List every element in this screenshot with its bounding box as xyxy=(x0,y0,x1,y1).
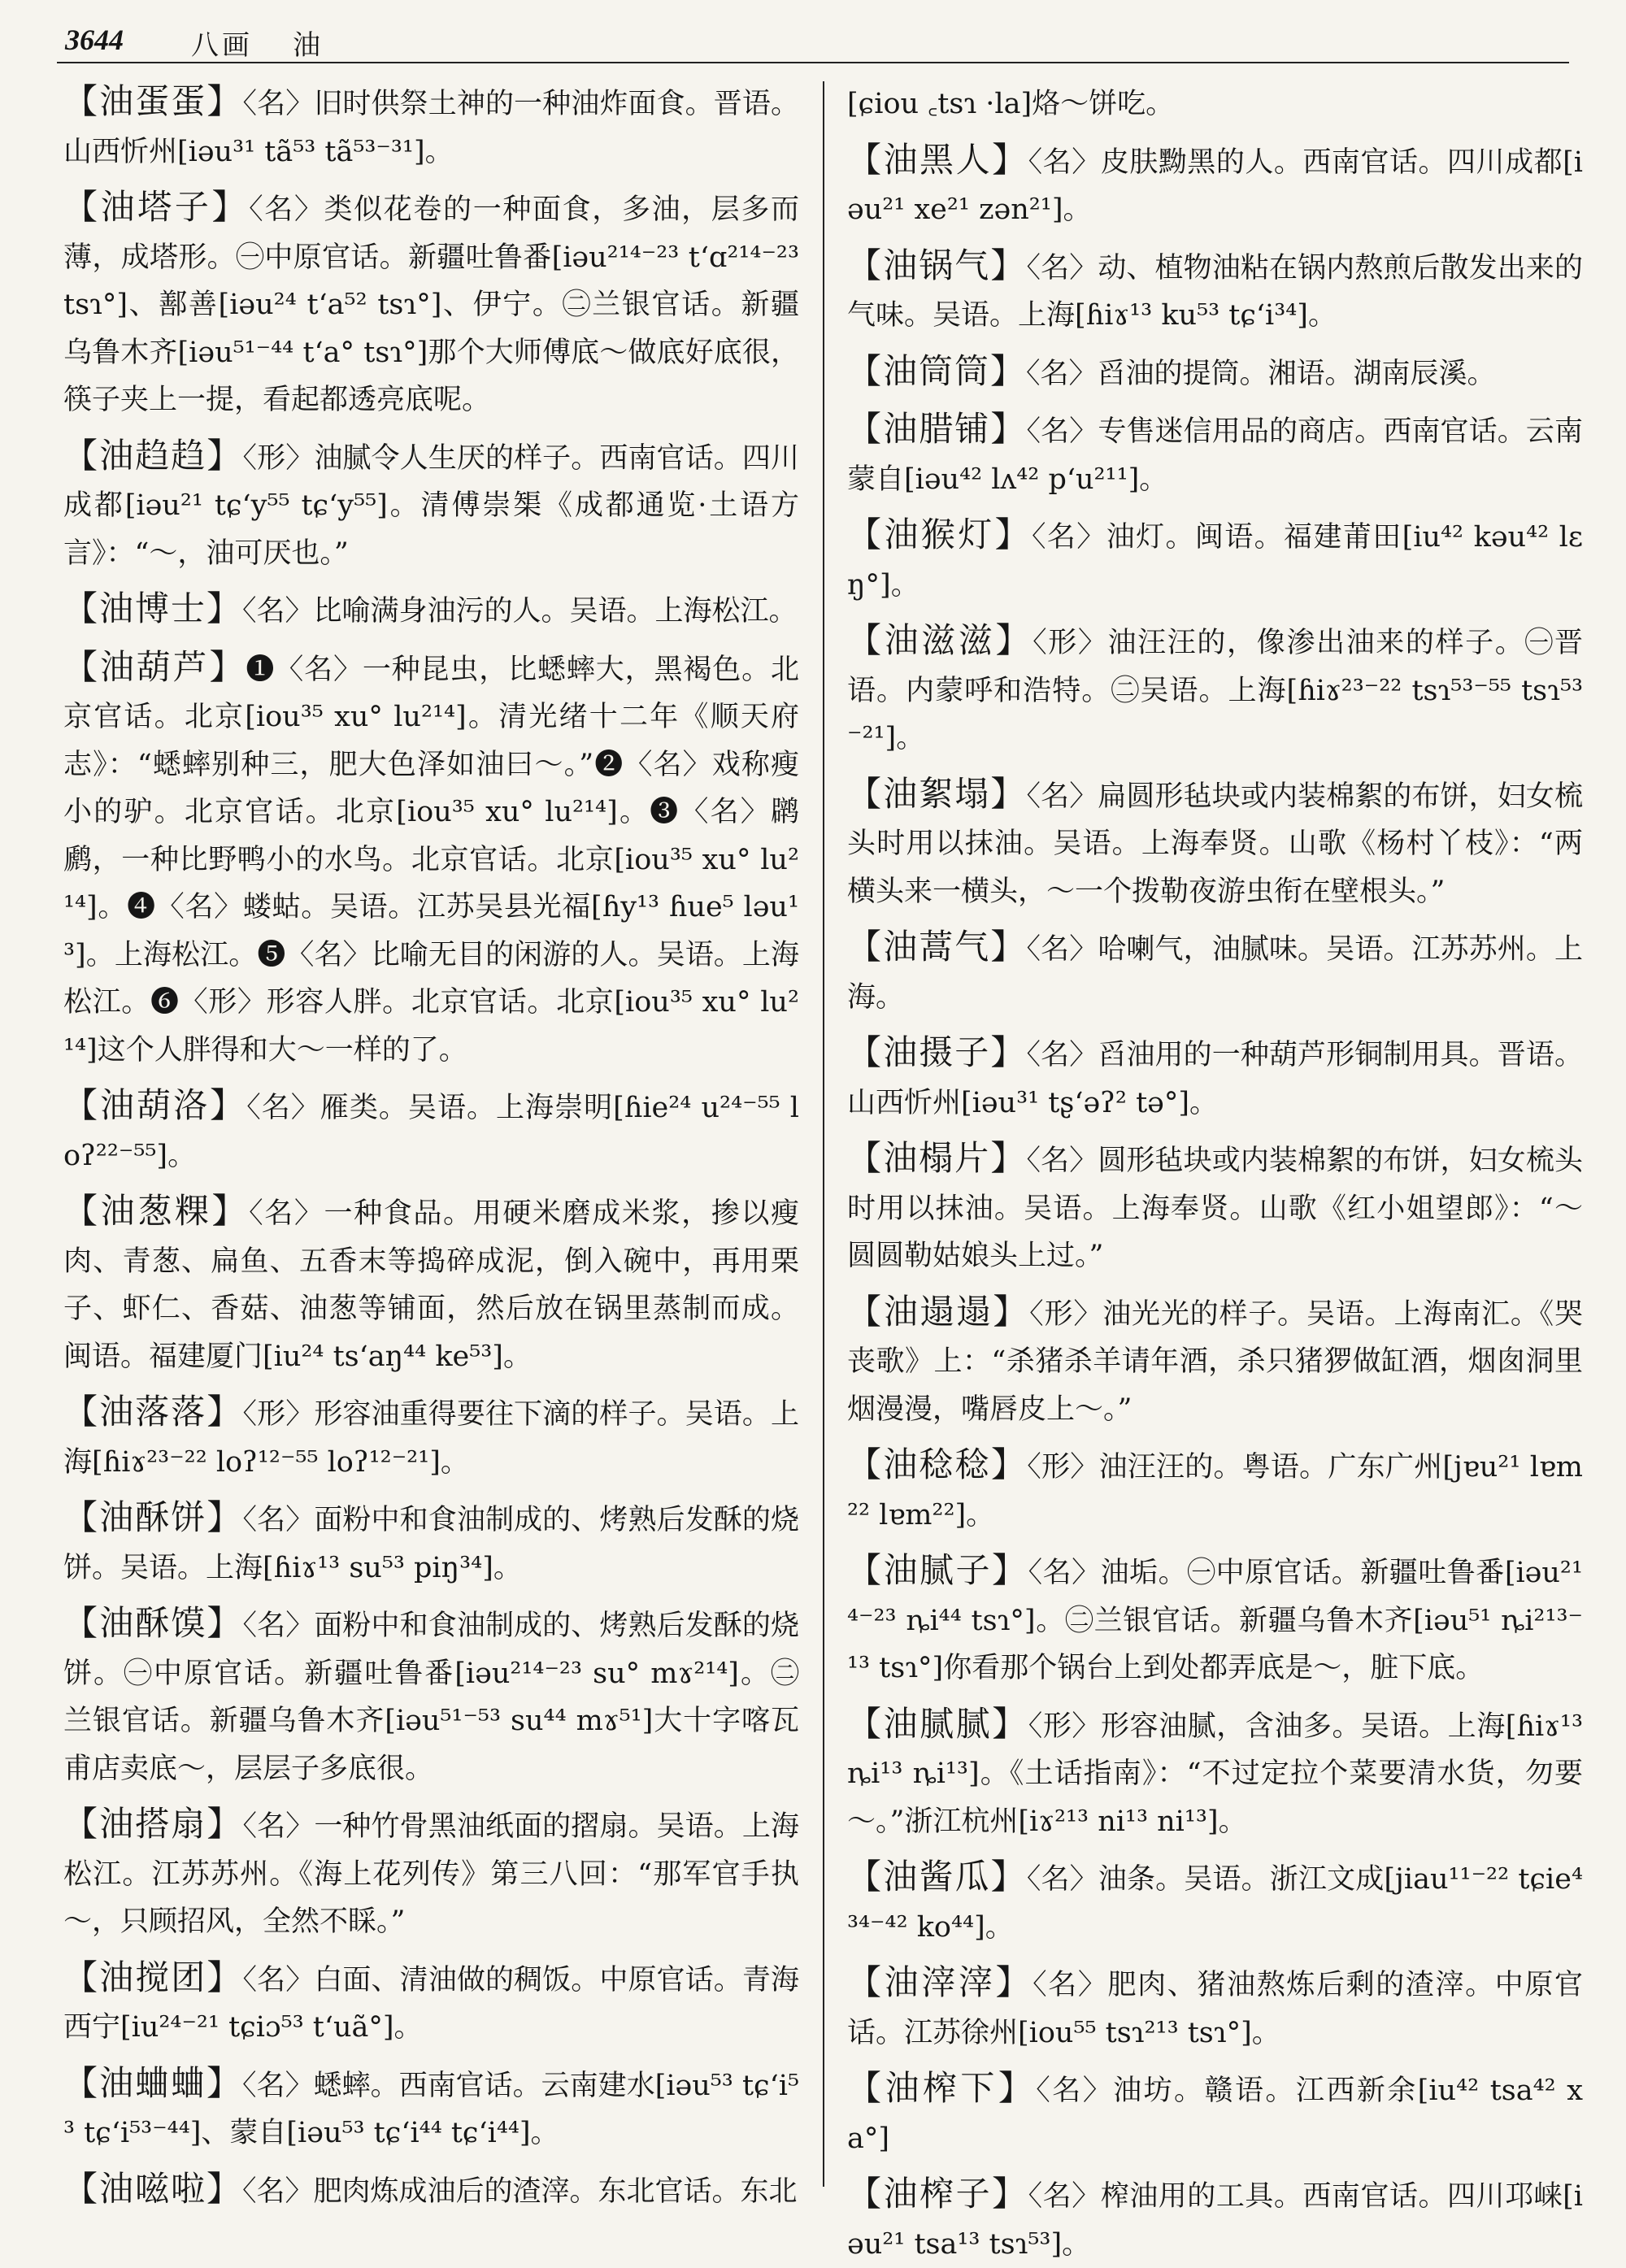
headword: 【油猴灯】 xyxy=(847,515,1032,554)
dictionary-entry xyxy=(63,78,799,176)
definition: [ɕiou ꜀tsɿ ·la]烙～饼吃。 xyxy=(847,88,1175,120)
headword: 【油搭扇】 xyxy=(63,1804,243,1844)
dictionary-entry xyxy=(847,1135,1583,1280)
headword: 【油榨下】 xyxy=(847,2068,1037,2108)
headword: 【油榻片】 xyxy=(847,1138,1027,1178)
dictionary-entry xyxy=(847,1959,1583,2057)
headword: 【油絮塌】 xyxy=(847,773,1027,814)
definition: 〈名〉雁类。吴语。上海崇明[ɦie²⁴ u²⁴⁻⁵⁵ loʔ²²⁻⁵⁵]。 xyxy=(63,1092,799,1172)
definition: 〈名〉油条。吴语。浙江文成[jiau¹¹⁻²² tɕie⁴³⁴⁻⁴² ko⁴⁴]。 xyxy=(847,1863,1583,1944)
headword: 【油葱粿】 xyxy=(63,1191,250,1231)
headword: 【油蒿气】 xyxy=(847,927,1027,967)
headword: 【油酥饼】 xyxy=(63,1497,243,1537)
dictionary-entry xyxy=(847,1029,1583,1127)
headword: 【油遢遢】 xyxy=(847,1291,1030,1332)
definition: 〈名〉一种食品。用硬米磨成米浆，掺以瘦肉、青葱、扁鱼、五香末等捣碎成泥，倒入碗中，再用栗子、虾仁、香菇、油葱等铺面，然后放在锅里蒸制而成。闽语。福建厦门[iu²⁴ tsʻaŋ⁴⁴ ke⁵³]。 xyxy=(63,1197,799,1373)
dictionary-entry xyxy=(847,137,1583,234)
headword: 【油腊铺】 xyxy=(847,409,1027,449)
dictionary-entry xyxy=(63,1600,799,1792)
definition: 〈名〉一种竹骨黑油纸面的摺扇。吴语。上海松江。江苏苏州。《海上花列传》第三八回：“那军官手执～，只顾招风，全然不睬。” xyxy=(63,1810,799,1938)
dictionary-entry xyxy=(63,432,799,578)
page-number: 3644 xyxy=(65,24,124,56)
left-column xyxy=(63,78,799,2209)
headword: 【油筒筒】 xyxy=(847,350,1027,391)
headword: 【油蛐蛐】 xyxy=(63,2062,243,2103)
definition: 〈名〉油灯。闽语。福建莆田[iu⁴² kəu⁴² lɛŋ°]。 xyxy=(847,521,1583,602)
definition: 〈名〉比喻满身油污的人。吴语。上海松江。 xyxy=(242,595,798,628)
dictionary-entry xyxy=(847,406,1583,503)
dictionary-entry xyxy=(847,923,1583,1021)
dictionary-entry xyxy=(63,1082,799,1180)
headword: 【油酥馍】 xyxy=(63,1603,243,1643)
dictionary-entry xyxy=(63,1388,799,1486)
dictionary-entry xyxy=(847,348,1583,398)
dictionary-entry xyxy=(63,585,799,636)
dictionary-entry xyxy=(847,771,1583,916)
definition: 〈名〉白面、清油做的稠饭。中原官话。青海西宁[iu²⁴⁻²¹ tɕiɔ⁵³ tʻuã°]。 xyxy=(63,1963,799,2044)
definition: 〈形〉油腻令人生厌的样子。西南官话。四川成都[iəu²¹ tɕʻy⁵⁵ tɕʻy⁵⁵]。清傅崇榘《成都通览·土语方言》：“～，油可厌也。” xyxy=(63,441,799,570)
headword: 【油塔子】 xyxy=(63,187,250,227)
definition: 〈形〉形容油重得要往下滴的样子。吴语。上海[ɦiɤ²³⁻²² loʔ¹²⁻⁵⁵ loʔ¹²⁻²¹]。 xyxy=(63,1398,799,1479)
headword: 【油摄子】 xyxy=(847,1032,1027,1072)
dictionary-entry xyxy=(847,1853,1583,1951)
headword: 【油滓滓】 xyxy=(847,1962,1033,2002)
definition: 〈形〉油光光的样子。吴语。上海南汇。《哭丧歌》上：“杀猪杀羊请年酒，杀只猪猡做缸酒，烟囱洞里烟漫漫，嘴唇皮上～。” xyxy=(847,1297,1583,1426)
definition: 〈名〉舀油用的一种葫芦形铜制用具。晋语。山西忻州[iəu³¹ tʂʻəʔ² tə°]。 xyxy=(847,1039,1583,1119)
dictionary-entry xyxy=(63,2060,799,2157)
definition: 〈名〉皮肤黝黑的人。西南官话。四川成都[iəu²¹ xe²¹ zən²¹]。 xyxy=(847,146,1583,226)
dictionary-entry xyxy=(847,242,1583,340)
headword: 【油稔稔】 xyxy=(847,1445,1028,1484)
definition: 〈名〉动、植物油粘在锅内熬煎后散发出来的气味。吴语。上海[ɦiɤ¹³ ku⁵³ tɕʻi³⁴]。 xyxy=(847,251,1583,332)
dictionary-entry xyxy=(63,1188,799,1380)
dictionary-entry xyxy=(847,1288,1583,1434)
dictionary-entry xyxy=(847,1701,1583,1846)
definition: ❶〈名〉一种昆虫，比蟋蟀大，黑褐色。北京官话。北京[iou³⁵ xu° lu²¹⁴]。清光绪十二年《顺天府志》：“蟋蟀别种三，肥大色泽如油曰～。”❷〈名〉戏称瘦小的驴。北京官话。北京[iou³⁵ xu° lu²¹⁴]。❸〈名〉䴙䴘，一种比野鸭小的水鸟。北京官话。北京[iou³⁵ xu° lu²¹⁴]。❹〈名〉蝼蛄。吴语。江苏吴县光福[ɦy¹³ ɦue⁵ ləu¹³]。上海松江。❺〈名〉比喻无目的闲游的人。吴语。上海松江。❻〈形〉形容人胖。北京官话。北京[iou³⁵ xu° lu²¹⁴]这个人胖得和大～一样的了。 xyxy=(63,653,799,1067)
headword: 【油腻腻】 xyxy=(847,1703,1028,1744)
section-label: 八画 xyxy=(191,29,253,62)
headword: 【油黑人】 xyxy=(847,139,1028,180)
headword: 【油滋滋】 xyxy=(847,620,1033,660)
headword: 【油榨子】 xyxy=(847,2174,1028,2214)
definition: 〈名〉油垢。㊀中原官话。新疆吐鲁番[iəu²¹⁴⁻²³ ȵi⁴⁴ tsɿ°]。㊁兰银官话。新疆乌鲁木齐[iəu⁵¹ ȵi²¹³⁻¹³ tsɿ°]你看那个锅台上到处都弄底是～，脏下底。 xyxy=(847,1557,1583,1684)
head-character: 油 xyxy=(293,29,320,62)
definition: 〈名〉肥肉、猪油熬炼后剩的渣滓。中原官话。江苏徐州[iou⁵⁵ tsɿ²¹³ tsɿ°]。 xyxy=(847,1969,1583,2049)
definition: 〈名〉肥肉炼成油后的渣滓。东北官话。东北 xyxy=(242,2175,798,2208)
definition: 〈名〉圆形毡块或内装棉絮的布饼，妇女梳头时用以抹油。吴语。上海奉贤。山歌《红小姐望郎》：“～圆圆勒姑娘头上过。” xyxy=(847,1145,1583,1272)
dictionary-entry xyxy=(847,511,1583,609)
headword: 【油锅气】 xyxy=(847,245,1027,285)
definition: 〈名〉面粉中和食油制成的、烤熟后发酥的烧饼。吴语。上海[ɦiɤ¹³ su⁵³ piŋ³⁴]。 xyxy=(63,1504,799,1584)
definition: 〈形〉形容油腻，含油多。吴语。上海[ɦiɤ¹³ ȵi¹³ ȵi¹³]。《土话指南》：“不过定拉个菜要清水货，勿要～。”浙江杭州[iɤ²¹³ ni¹³ ni¹³]。 xyxy=(847,1710,1583,1838)
headword: 【油葫洛】 xyxy=(63,1085,247,1125)
definition: 〈名〉榨油用的工具。西南官话。四川邛崃[iəu²¹ tsa¹³ tsɿ⁵³]。 xyxy=(847,2180,1583,2261)
dictionary-entry-continued xyxy=(847,78,1583,128)
headword: 【油落落】 xyxy=(63,1392,243,1432)
definition: 〈名〉扁圆形毡块或内装棉絮的布饼，妇女梳头时用以抹油。吴语。上海奉贤。山歌《杨村丫枝》：“两横头来一横头，～一个拨勒夜游虫衔在壁根头。” xyxy=(847,780,1583,908)
headword: 【油酱瓜】 xyxy=(847,1857,1027,1897)
definition: 〈名〉舀油的提筒。湘语。湖南辰溪。 xyxy=(1026,357,1496,390)
headword: 【油腻子】 xyxy=(847,1550,1028,1590)
right-column xyxy=(847,78,1583,2261)
definition: 〈名〉油坊。赣语。江西新余[iu⁴² tsa⁴² xa°] xyxy=(847,2075,1583,2155)
dictionary-entry xyxy=(63,184,799,424)
dictionary-entry xyxy=(63,1801,799,1946)
headword: 【油趋趋】 xyxy=(63,435,243,476)
definition: 〈名〉蟋蟀。西南官话。云南建水[iəu⁵³ tɕʻi⁵³ tɕʻi⁵³⁻⁴⁴]、蒙自[iəu⁵³ tɕʻi⁴⁴ tɕʻi⁴⁴]。 xyxy=(63,2069,799,2149)
headword: 【油嗞啦】 xyxy=(63,2168,243,2209)
dictionary-entry xyxy=(63,1494,799,1592)
definition: 〈名〉面粉中和食油制成的、烤熟后发酥的烧饼。㊀中原官话。新疆吐鲁番[iəu²¹⁴⁻²³ su° mɤ²¹⁴]。㊁兰银官话。新疆乌鲁木齐[iəu⁵¹⁻⁵³ su⁴⁴ mɤ⁵¹]大十字喀瓦甫店卖底～，层层子多底很。 xyxy=(63,1610,799,1785)
headword: 【油葫芦】 xyxy=(63,646,246,687)
dictionary-entry xyxy=(847,2065,1583,2162)
definition: 〈形〉油汪汪的，像渗出油来的样子。㊀晋语。内蒙呼和浩特。㊁吴语。上海[ɦiɤ²³⁻²² tsɿ⁵³⁻⁵⁵ tsɿ⁵³⁻²¹]。 xyxy=(847,627,1583,754)
page-header xyxy=(57,21,1569,63)
dictionary-entry xyxy=(63,2166,799,2216)
dictionary-entry xyxy=(847,617,1583,763)
dictionary-entry xyxy=(63,644,799,1075)
definition: 〈形〉油汪汪的。粤语。广东广州[jɐu²¹ lɐm²² lɐm²²]。 xyxy=(847,1451,1583,1532)
definition: 〈名〉专售迷信用品的商店。西南官话。云南蒙自[iəu⁴² lʌ⁴² pʻu²¹¹]。 xyxy=(847,415,1583,496)
dictionary-entry xyxy=(847,2170,1583,2268)
column-divider xyxy=(823,81,824,2187)
dictionary-entry xyxy=(63,1954,799,2052)
dictionary-entry xyxy=(847,1441,1583,1539)
dictionary-entry xyxy=(847,1547,1583,1692)
definition: 〈名〉旧时供祭土神的一种油炸面食。晋语。山西忻州[iəu³¹ tã⁵³ tã⁵³⁻³¹]。 xyxy=(63,88,799,168)
headword: 【油蛋蛋】 xyxy=(63,81,243,121)
definition: 〈名〉类似花卷的一种面食，多油，层多而薄，成塔形。㊀中原官话。新疆吐鲁番[iəu²¹⁴⁻²³ tʻɑ²¹⁴⁻²³ tsɿ°]、鄯善[iəu²⁴ tʻa⁵² tsɿ°]、伊宁。㊁兰银官话。新疆乌鲁木齐[iəu⁵¹⁻⁴⁴ tʻa° tsɿ°]那个大师傅底～做底好底很，筷子夹上一提，看起都透亮底呢。 xyxy=(63,193,799,416)
definition: 〈名〉哈喇气，油腻味。吴语。江苏苏州。上海。 xyxy=(847,933,1583,1014)
headword: 【油博士】 xyxy=(63,589,243,628)
headword: 【油搅团】 xyxy=(63,1957,243,1997)
